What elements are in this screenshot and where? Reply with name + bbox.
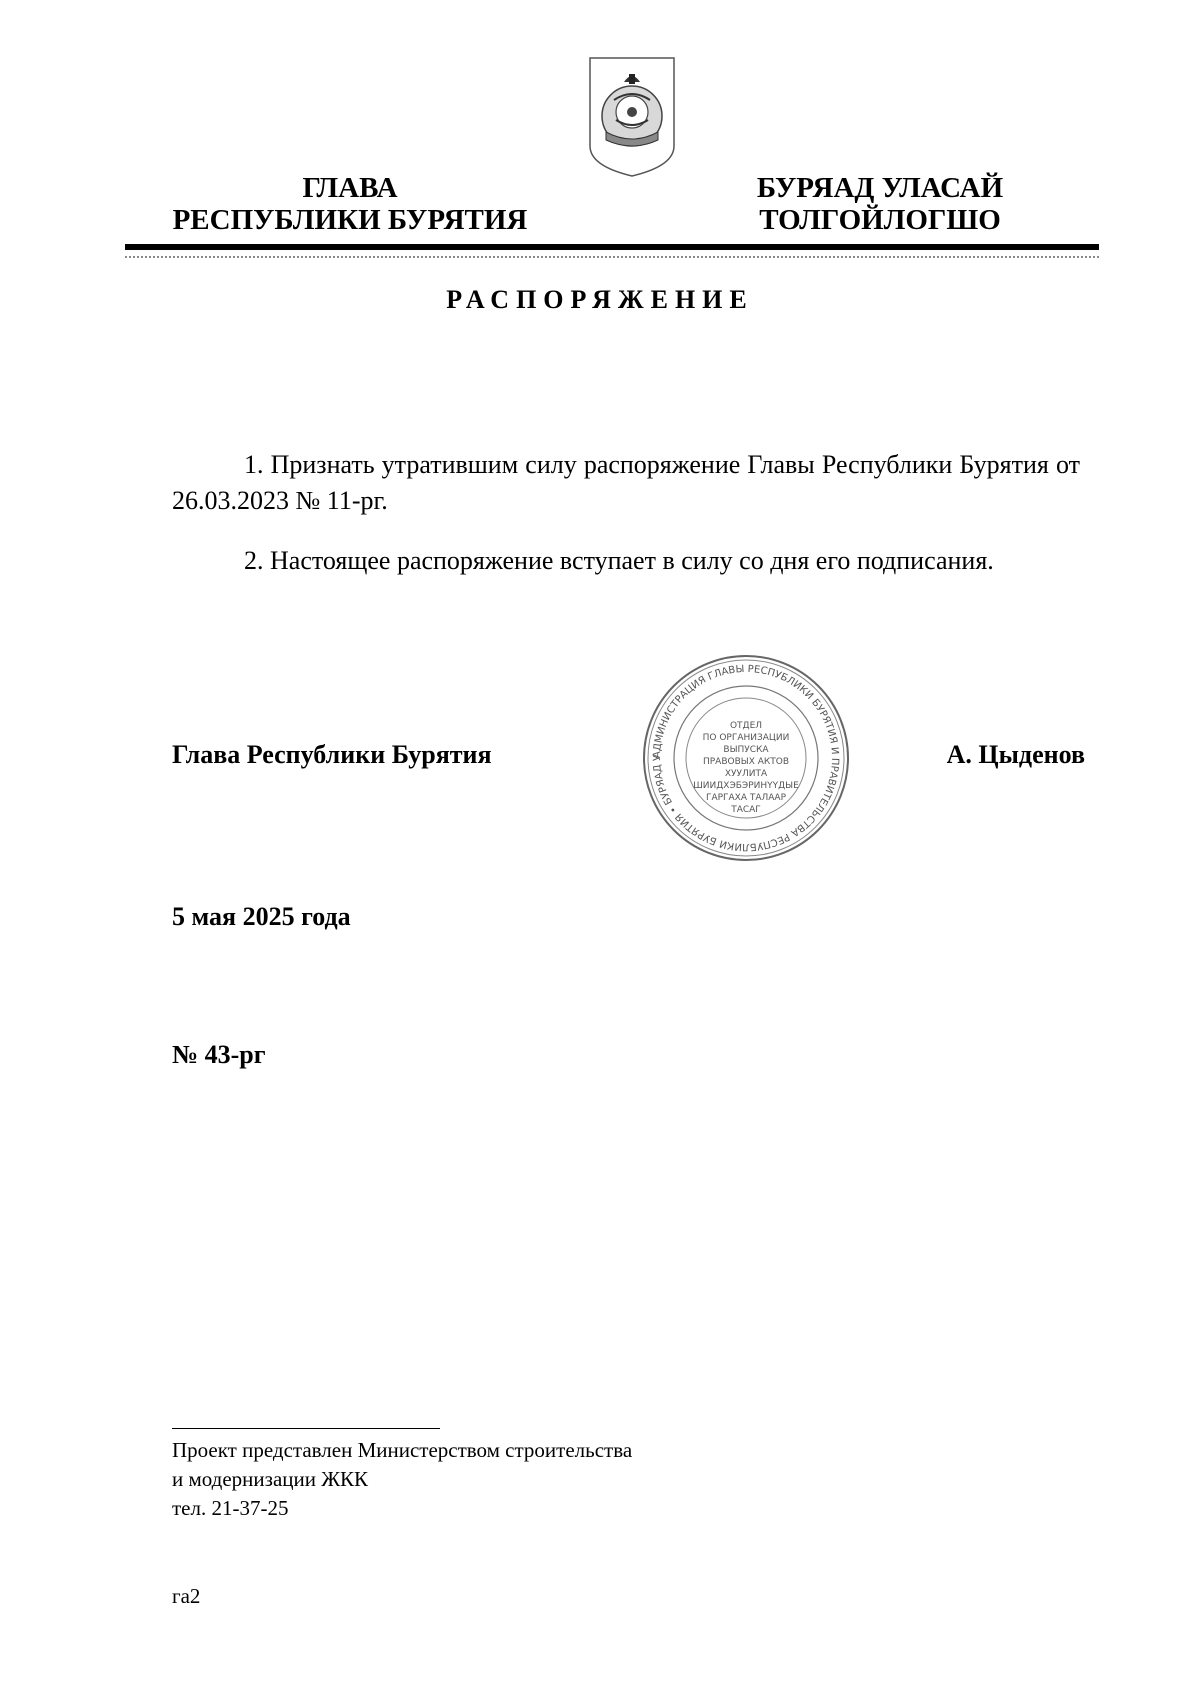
header-left-line1: ГЛАВА — [302, 172, 398, 204]
signatory-position: Глава Республики Бурятия — [172, 740, 492, 769]
seal-center-line: ХУУЛИТА — [724, 769, 768, 779]
seal-center-line: ПО ОРГАНИЗАЦИИ — [702, 733, 790, 743]
seal-outer-ring-text: АДМИНИСТРАЦИЯ ГЛАВЫ РЕСПУБЛИКИ БУРЯТИЯ И ПРАВИТЕЛЬСТВА РЕСПУБЛИКИ БУРЯТИЯ • БУРЯАД У — [651, 663, 841, 853]
signatory-name: А. Цыденов — [946, 740, 1085, 769]
document-number: № 43-рг — [172, 1040, 266, 1069]
footnote-line: Проект представлен Министерством строительства — [172, 1438, 633, 1462]
seal-center-line: ГАРГАХА ТАЛААР — [705, 793, 787, 803]
paragraph-1: 1. Признать утратившим силу распоряжение Главы Республики Бурятия от 26.03.2023 № 11-рг. — [172, 450, 1080, 515]
seal-center-line: ОТДЕЛ — [729, 721, 763, 731]
header-left-line2: РЕСПУБЛИКИ БУРЯТИЯ — [172, 204, 528, 236]
header-right-line2: ТОЛГОЙЛОГШО — [759, 204, 1001, 236]
seal-center-line: ШИИДХЭБЭРИНҮҮДЫЕ — [693, 781, 799, 791]
header-left — [160, 172, 540, 236]
header-divider-dotted — [125, 256, 1099, 258]
header-right — [720, 172, 1040, 236]
document-code: га2 — [172, 1584, 201, 1608]
seal-center-line: ТАСАГ — [731, 805, 761, 815]
document-title: РАСПОРЯЖЕНИЕ — [446, 285, 754, 314]
footnote-line: тел. 21-37-25 — [172, 1496, 289, 1520]
footnote-rule — [172, 1428, 440, 1429]
document-date: 5 мая 2025 года — [172, 902, 351, 931]
footnote-line: и модернизации ЖКК — [172, 1467, 369, 1491]
paragraph-2: 2. Настоящее распоряжение вступает в силу со дня его подписания. — [244, 546, 994, 575]
seal-center-line: ВЫПУСКА — [723, 745, 769, 755]
footnote — [172, 1436, 632, 1523]
seal-center-line: ПРАВОВЫХ АКТОВ — [702, 757, 790, 767]
coat-of-arms-icon — [586, 54, 678, 180]
header-divider-thick — [125, 244, 1099, 250]
header-right-line1: БУРЯАД УЛАСАЙ — [756, 172, 1004, 204]
official-seal — [640, 652, 852, 864]
